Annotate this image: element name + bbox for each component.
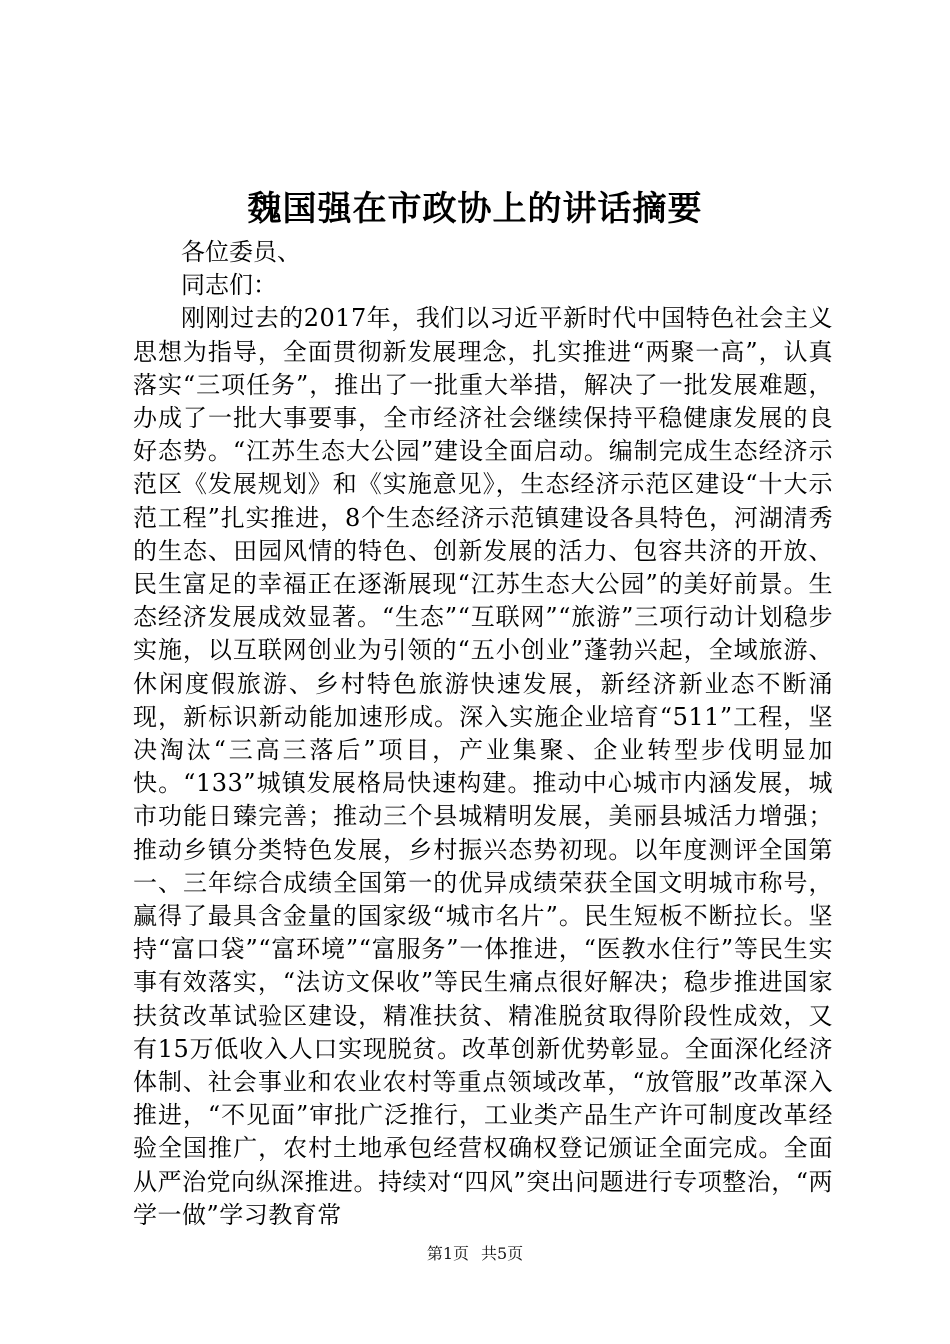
page-footer — [0, 1244, 950, 1264]
page-count: 共5页 — [481, 1244, 524, 1263]
document-body — [133, 236, 833, 1232]
page-number: 第1页 — [426, 1244, 469, 1263]
body-paragraph: 刚刚过去的2017年，我们以习近平新时代中国特色社会主义思想为指导，全面贯彻新发展理念，扎实推进“两聚一高”，认真落实“三项任务”，推出了一批重大举措，解决了一批发展难题，办成了一批大事要事，全市经济社会继续保持平稳健康发展的良好态势。“江苏生态大公园”建设全面启动。编制完成生态经济示范区《发展规划》和《实施意见》，生态经济示范区建设“十大示范工程”扎实推进，8个生态经济示范镇建设各具特色，河湖清秀的生态、田园风情的特色、创新发展的活力、包容共济的开放、民生富足的幸福正在逐渐展现“江苏生态大公园”的美好前景。生态经济发展成效显著。“生态”“互联网”“旅游”三项行动计划稳步实施，以互联网创业为引领的“五小创业”蓬勃兴起，全域旅游、休闲度假旅游、乡村特色旅游快速发展，新经济新业态不断涌现，新标识新动能加速形成。深入实施企业培育“511”工程，坚决淘汰“三高三落后”项目，产业集聚、企业转型步伐明显加快。“133”城镇发展格局快速构建。推动中心城市内涵发展，城市功能日臻完善；推动三个县城精明发展，美丽县城活力增强；推动乡镇分类特色发展，乡村振兴态势初现。以年度测评全国第一、三年综合成绩全国第一的优异成绩荣获全国文明城市称号，赢得了最具含金量的国家级“城市名片”。民生短板不断拉长。坚持“富口袋”“富环境”“富服务”一体推进，“医教水住行”等民生实事有效落实，“法访文保收”等民生痛点很好解决；稳步推进国家扶贫改革试验区建设，精准扶贫、精准脱贫取得阶段性成效，又有15万低收入人口实现脱贫。改革创新优势彰显。全面深化经济体制、社会事业和农业农村等重点领域改革，“放管服”改革深入推进，“不见面”审批广泛推行，工业类产品生产许可制度改革经验全国推广，农村土地承包经营权确权登记颁证全面完成。全面从严治党向纵深推进。持续对“四风”突出问题进行专项整治，“两学一做”学习教育常 — [133, 304, 833, 1229]
salutation-line: 同志们： — [181, 271, 277, 300]
document-title: 魏国强在市政协上的讲话摘要 — [247, 189, 703, 229]
salutation-line: 各位委员、 — [181, 238, 301, 266]
